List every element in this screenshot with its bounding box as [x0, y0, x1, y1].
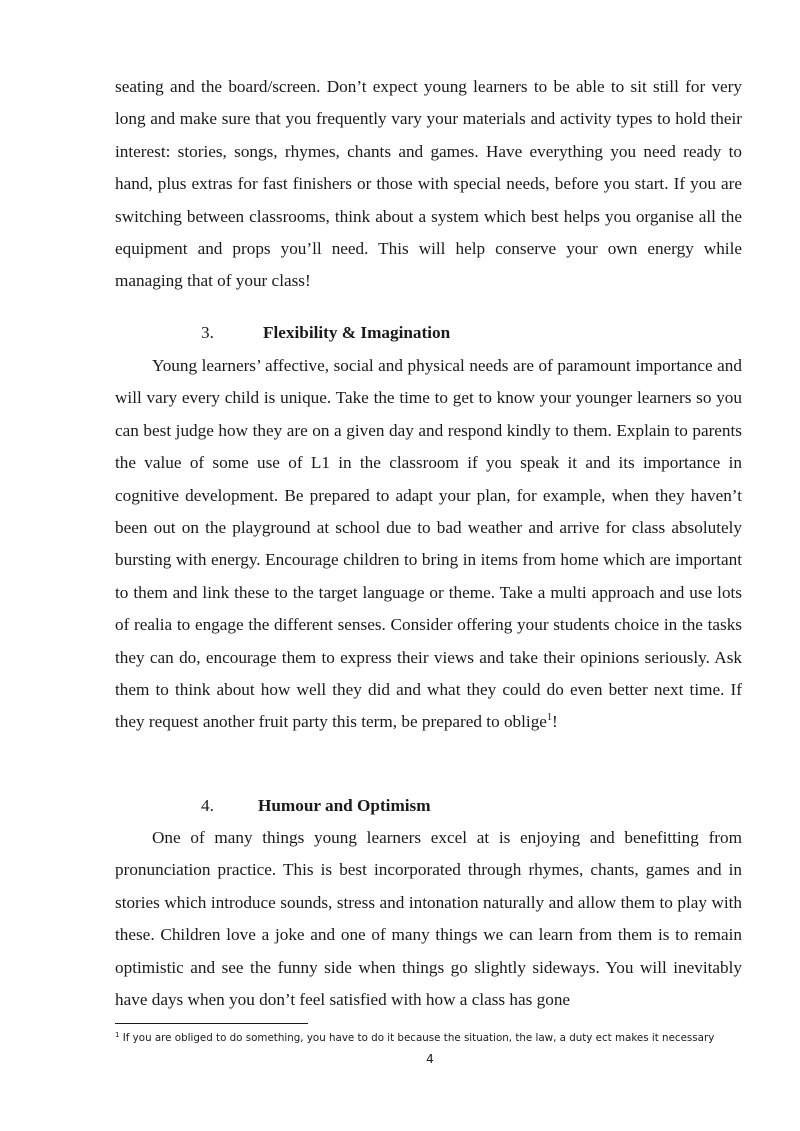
section-title: Flexibility & Imagination: [263, 323, 451, 342]
paragraph-body: seating and the board/screen. Don’t expect young learners to be able to sit still for very long and make sure that you frequently vary your materials and activity types to hold their interest: stories, songs, rhymes, chants and games. Have everything you need ready to hand, plus extras for fast finishers or those with special needs, before you start. If you are switching between classrooms, think about a system which best helps you organise all the equipment and props you’ll need. This will help conserve your own energy while managing that of your class!: [115, 77, 742, 291]
footnote-reference[interactable]: 1: [546, 712, 552, 724]
paragraph-text-end: !: [551, 712, 558, 732]
paragraph-text: Young learners’ affective, social and physical needs are of paramount importance and will vary every child is unique. Take the time to get to know your younger learners so you can best judge how they are on a given day and respond kindly to them. Explain to parents the value of some use of L1 in the classroom if you speak it and its importance in cognitive development. Be prepared to adapt your plan, for example, when they haven’t been out on the playground at school due to bad weather and arrive for class absolutely bursting with energy. Encourage children to bring in items from home which are important to them and link these to the target language or theme. Take a multi approach and use lots of realia to engage the different senses. Consider offering your students choice in the tasks they can do, encourage them to express their views and take their opinions seriously. Ask them to think about how well they did and what they could do even better next time. If they request another fruit party this term, be prepared to oblige: [115, 356, 742, 732]
paragraph-body: [115, 350, 742, 739]
section-title: Humour and Optimism: [258, 796, 431, 815]
footnote-marker: 1: [115, 1031, 120, 1039]
page-number: 4: [426, 1052, 434, 1066]
footnote: [115, 1030, 755, 1046]
paragraph-body: One of many things young learners excel at is enjoying and benefitting from pronunciation practice. This is best incorporated through rhymes, chants, games and in stories which introduce sounds, stress and intonation naturally and allow them to play with these. Children love a joke and one of many things we can learn from them is to remain optimistic and see the funny side when things go slightly sideways. You will inevitably have days when you don’t feel satisfied with how a class has gone: [115, 828, 742, 1010]
section-number: 4.: [201, 796, 214, 815]
footnote-text: If you are obliged to do something, you have to do it because the situation, the law, a duty ect makes it necessary: [119, 1032, 715, 1044]
section-number: 3.: [201, 323, 214, 342]
footnote-separator: [115, 1023, 308, 1024]
